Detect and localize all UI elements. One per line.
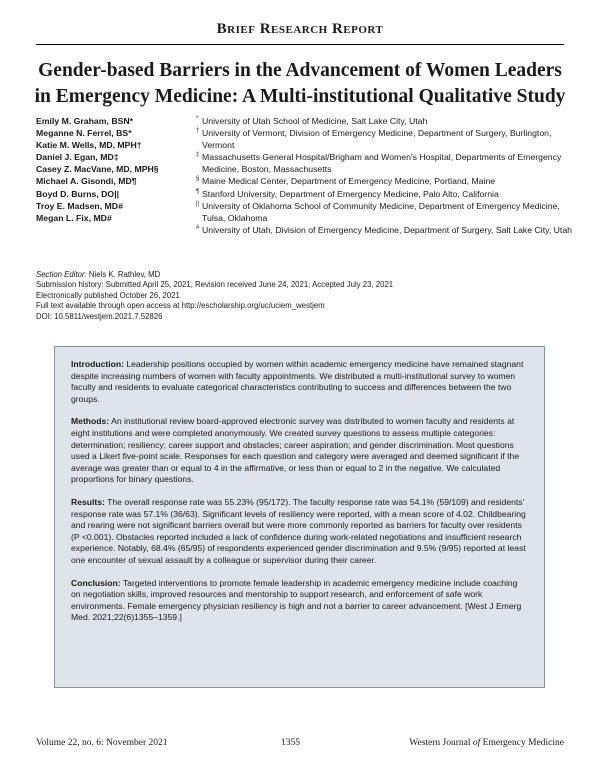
affiliation-marker: * <box>196 116 199 122</box>
article-title: Gender-based Barriers in the Advancement of Women Leaders in Emergency Medicine: A Multi-institutional Qualitative Study <box>34 60 566 107</box>
author-name: Daniel J. Egan, MD‡ <box>36 152 119 163</box>
author-name: Megan L. Fix, MD# <box>36 212 112 223</box>
introduction-text: Leadership positions occupied by women within academic emergency medicine have remained stagnant despite increasing numbers of women with faculty appointments. We distributed a multi-institutional survey to women faculty and residents to evaluate categorical characteristics contributing to success and differences between the two groups. <box>71 359 524 404</box>
affiliation <box>196 200 572 224</box>
author-name: Katie M. Wells, MD, MPH† <box>36 140 142 151</box>
journal-name-of: of <box>472 738 481 748</box>
page-number: 1355 <box>281 738 300 748</box>
publication-info <box>36 270 576 322</box>
affiliation <box>196 151 572 175</box>
journal-name-suffix: Emergency Medicine <box>480 738 564 748</box>
affiliation-text: Massachusetts General Hospital/Brigham and Women's Hospital, Departments of Emergency Medicine, Boston, Massachusetts <box>202 152 562 175</box>
author-name: Michael A. Gisondi, MD¶ <box>36 176 137 187</box>
introduction-heading: Introduction: <box>71 359 124 369</box>
results-heading: Results: <box>71 496 105 507</box>
volume-issue: Volume 22, no. 6: November 2021 <box>36 738 168 748</box>
affiliation-marker: † <box>196 128 200 135</box>
journal-name <box>409 738 564 748</box>
affiliation-text: University of Utah School of Medicine, Salt Lake City, Utah <box>202 116 428 126</box>
affiliation <box>196 224 572 236</box>
affiliation-marker: ‡ <box>196 152 200 159</box>
electronic-publication-date: Electronically published October 26, 2021 <box>36 290 180 300</box>
affiliation-text: Stanford University, Department of Emergency Medicine, Palo Alto, California <box>202 188 499 199</box>
author-list <box>36 115 199 224</box>
author-name: Emily M. Graham, BSN* <box>36 116 134 126</box>
fulltext-access-line: Full text available through open access at http://escholarship.org/uc/uciem_westjem <box>36 301 325 311</box>
affiliation-marker: || <box>196 200 200 207</box>
affiliation-text: University of Oklahoma School of Community Medicine, Department of Emergency Medicine, Tulsa, Oklahoma <box>202 200 560 223</box>
affiliation-text: University of Vermont, Division of Emergency Medicine, Department of Surgery, Burlington, Vermont <box>202 128 552 151</box>
article-type-label: Brief Research Report <box>216 21 384 37</box>
affiliation-list <box>196 115 572 236</box>
doi-line: DOI: 10.5811/westjem.2021.7.52826 <box>36 311 163 321</box>
abstract-methods <box>71 416 528 486</box>
affiliation-marker: § <box>196 176 200 183</box>
affiliation <box>196 115 572 127</box>
section-editor-label: Section Editor: <box>36 270 87 279</box>
abstract-introduction <box>71 359 528 405</box>
author-name: Troy E. Madsen, MD# <box>36 200 123 211</box>
affiliation <box>196 127 572 151</box>
header-divider <box>36 44 564 45</box>
conclusion-heading: Conclusion: <box>71 577 121 588</box>
abstract-results <box>71 497 528 567</box>
conclusion-text: Targeted interventions to promote female leadership in academic emergency medicine include coaching on negotiation skills, improved resources and mentorship to support research, and enforcement of safe work environments. Female emergency physician resiliency is high and not a barrier to career advancement. [West J Emerg Med. 2021;22(6)1355–1359.] <box>71 577 522 623</box>
author-name: Casey Z. MacVane, MD, MPH§ <box>36 164 159 175</box>
section-editor-name: Niels K. Rathlev, MD <box>86 270 161 279</box>
results-text: The overall response rate was 55.23% (95/172). The faculty response rate was 54.1% (59/109) and residents' response rate was 57.1% (36/63). Significant levels of resiliency were reported, with a mean score of 4.02. Childbearing and rearing were not significant barriers overall but were more commonly reported as barriers for faculty over residents (P <0.001). Obstacles reported included a lack of confidence during work-related negotiations and insufficient research experience. Notably, 68.4% (65/95) of respondents experienced gender discrimination and 9.5% (9/95) reported at least one encounter of sexual assault by a colleague or supervisor during their career. <box>71 496 526 565</box>
affiliation <box>196 175 572 187</box>
affiliation-marker: ¶ <box>196 188 200 195</box>
section-editor-line <box>36 270 576 280</box>
methods-heading: Methods: <box>71 416 110 427</box>
author-name: Meganne N. Ferrel, BS* <box>36 128 132 139</box>
journal-name-prefix: Western Journal <box>409 738 473 748</box>
abstract-box <box>54 346 545 688</box>
submission-history: Submission history: Submitted April 25, 2021; Revision received June 24, 2021; Accepted July 23, 2021 <box>36 280 394 290</box>
affiliation <box>196 188 572 200</box>
author-name: Boyd D. Burns, DO|| <box>36 188 120 199</box>
methods-text: An institutional review board-approved electronic survey was distributed to women faculty and residents at eight institutions and were completed anonymously. We created survey questions to assess multiple categories: determination; resiliency; career support and obstacles; career aspiration; and gender discrimination. Most questions used a Likert five-point scale. Responses for each question and category were averaged and deemed significant if the average was greater than or equal to 4 in the affirmative, or less than or equal to 2 in the negative. We calculated proportions for binary questions. <box>71 416 520 485</box>
affiliation-text: University of Utah, Division of Emergency Medicine, Department of Surgery, Salt Lake City, Utah <box>202 224 573 235</box>
abstract-conclusion <box>71 578 528 624</box>
affiliation-text: Maine Medical Center, Department of Emergency Medicine, Portland, Maine <box>202 176 496 187</box>
affiliation-marker: # <box>196 224 200 231</box>
